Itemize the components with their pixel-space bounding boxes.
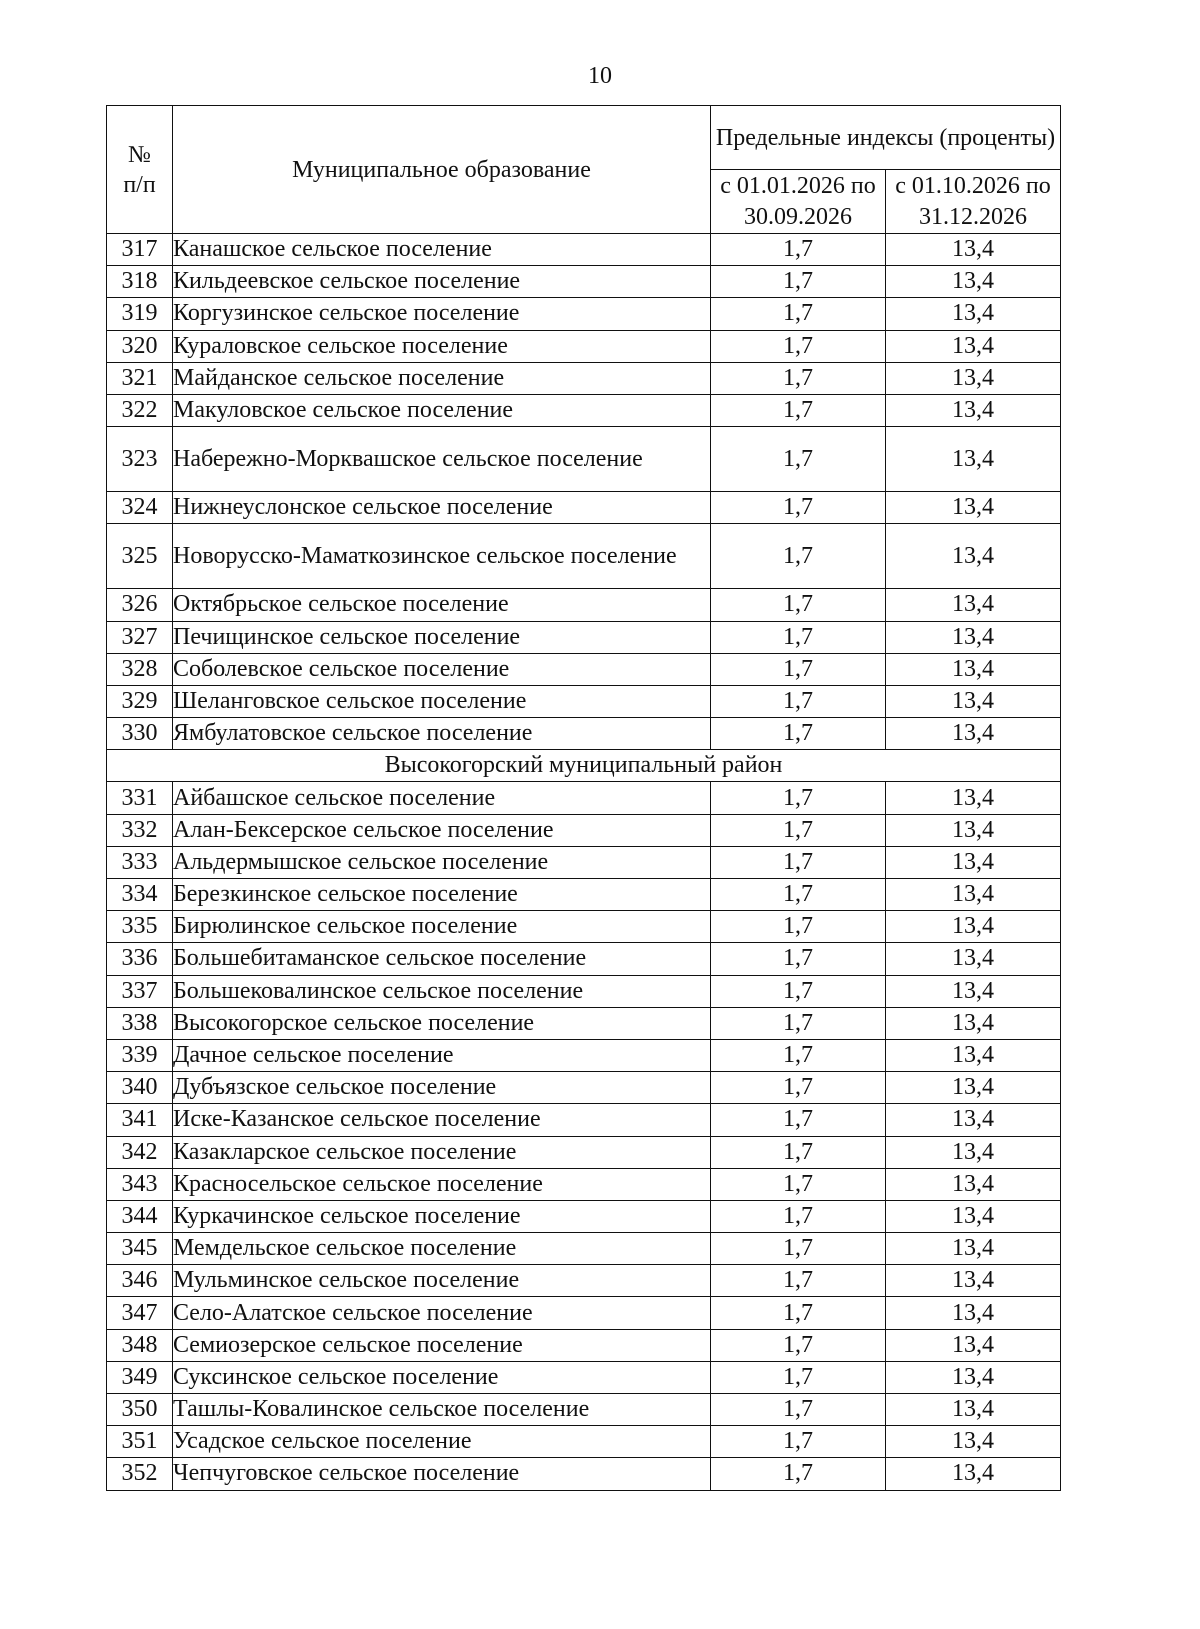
row-index-period-1: 1,7 [711, 234, 886, 266]
row-index-period-1: 1,7 [711, 1072, 886, 1104]
row-index-period-1: 1,7 [711, 846, 886, 878]
table-row [107, 492, 1061, 524]
page-number: 10 [588, 63, 612, 89]
row-number: 340 [107, 1072, 173, 1104]
row-index-period-1: 1,7 [711, 718, 886, 750]
row-index-period-2: 13,4 [886, 1361, 1061, 1393]
row-index-period-1: 1,7 [711, 1265, 886, 1297]
row-number: 337 [107, 975, 173, 1007]
row-municipality: Березкинское сельское поселение [173, 879, 711, 911]
row-index-period-1: 1,7 [711, 1297, 886, 1329]
row-index-period-1: 1,7 [711, 943, 886, 975]
row-municipality: Красносельское сельское поселение [173, 1168, 711, 1200]
row-index-period-1: 1,7 [711, 298, 886, 330]
table-row [107, 427, 1061, 492]
row-municipality: Семиозерское сельское поселение [173, 1329, 711, 1361]
row-index-period-1: 1,7 [711, 524, 886, 589]
table-row [107, 298, 1061, 330]
row-index-period-1: 1,7 [711, 1329, 886, 1361]
row-index-period-2: 13,4 [886, 975, 1061, 1007]
row-municipality: Октябрьское сельское поселение [173, 589, 711, 621]
table-row [107, 1361, 1061, 1393]
row-index-period-2: 13,4 [886, 492, 1061, 524]
table-row [107, 653, 1061, 685]
row-municipality: Шеланговское сельское поселение [173, 685, 711, 717]
row-index-period-2: 13,4 [886, 846, 1061, 878]
row-municipality: Новорусско-Маматкозинское сельское поселение [173, 524, 711, 589]
row-index-period-2: 13,4 [886, 1265, 1061, 1297]
row-index-period-2: 13,4 [886, 1072, 1061, 1104]
row-index-period-2: 13,4 [886, 814, 1061, 846]
row-number: 325 [107, 524, 173, 589]
row-index-period-1: 1,7 [711, 1136, 886, 1168]
row-index-period-1: 1,7 [711, 685, 886, 717]
table-row [107, 266, 1061, 298]
table-row [107, 1168, 1061, 1200]
row-number: 331 [107, 782, 173, 814]
row-index-period-1: 1,7 [711, 1233, 886, 1265]
row-index-period-2: 13,4 [886, 1007, 1061, 1039]
table-row [107, 814, 1061, 846]
table-row [107, 589, 1061, 621]
row-number: 342 [107, 1136, 173, 1168]
table-row [107, 1233, 1061, 1265]
row-index-period-2: 13,4 [886, 266, 1061, 298]
row-index-period-1: 1,7 [711, 1361, 886, 1393]
row-number: 348 [107, 1329, 173, 1361]
row-index-period-1: 1,7 [711, 1458, 886, 1490]
table-row [107, 718, 1061, 750]
table-row [107, 1458, 1061, 1490]
row-index-period-1: 1,7 [711, 1104, 886, 1136]
header-name: Муниципальное образование [173, 106, 711, 234]
row-municipality: Село-Алатское сельское поселение [173, 1297, 711, 1329]
row-municipality: Кильдеевское сельское поселение [173, 266, 711, 298]
row-number: 343 [107, 1168, 173, 1200]
row-municipality: Канашское сельское поселение [173, 234, 711, 266]
row-index-period-1: 1,7 [711, 1200, 886, 1232]
row-index-period-2: 13,4 [886, 943, 1061, 975]
row-index-period-1: 1,7 [711, 394, 886, 426]
row-index-period-2: 13,4 [886, 1458, 1061, 1490]
row-municipality: Казакларское сельское поселение [173, 1136, 711, 1168]
row-municipality: Ямбулатовское сельское поселение [173, 718, 711, 750]
table-header [107, 106, 1061, 234]
row-index-period-1: 1,7 [711, 1426, 886, 1458]
row-municipality: Мемдельское сельское поселение [173, 1233, 711, 1265]
row-index-period-2: 13,4 [886, 1039, 1061, 1071]
row-index-period-2: 13,4 [886, 653, 1061, 685]
row-municipality: Мульминское сельское поселение [173, 1265, 711, 1297]
row-number: 321 [107, 362, 173, 394]
row-number: 350 [107, 1394, 173, 1426]
row-index-period-2: 13,4 [886, 1136, 1061, 1168]
row-index-period-1: 1,7 [711, 1168, 886, 1200]
table-row [107, 394, 1061, 426]
row-number: 318 [107, 266, 173, 298]
table-row [107, 1136, 1061, 1168]
row-municipality: Большековалинское сельское поселение [173, 975, 711, 1007]
table-row [107, 782, 1061, 814]
table-row [107, 975, 1061, 1007]
row-municipality: Куркачинское сельское поселение [173, 1200, 711, 1232]
row-index-period-2: 13,4 [886, 427, 1061, 492]
row-number: 332 [107, 814, 173, 846]
row-municipality: Дачное сельское поселение [173, 1039, 711, 1071]
row-number: 334 [107, 879, 173, 911]
row-number: 329 [107, 685, 173, 717]
row-municipality: Нижнеуслонское сельское поселение [173, 492, 711, 524]
row-index-period-2: 13,4 [886, 685, 1061, 717]
row-index-period-2: 13,4 [886, 1297, 1061, 1329]
row-index-period-1: 1,7 [711, 492, 886, 524]
row-index-period-1: 1,7 [711, 621, 886, 653]
table-row [107, 1329, 1061, 1361]
row-number: 338 [107, 1007, 173, 1039]
table-row [107, 1039, 1061, 1071]
row-number: 335 [107, 911, 173, 943]
row-index-period-2: 13,4 [886, 524, 1061, 589]
table-row [107, 524, 1061, 589]
row-index-period-2: 13,4 [886, 234, 1061, 266]
row-number: 347 [107, 1297, 173, 1329]
row-index-period-2: 13,4 [886, 298, 1061, 330]
row-index-period-2: 13,4 [886, 362, 1061, 394]
table-row [107, 1007, 1061, 1039]
table-row [107, 1265, 1061, 1297]
row-index-period-1: 1,7 [711, 782, 886, 814]
row-municipality: Усадское сельское поселение [173, 1426, 711, 1458]
row-index-period-2: 13,4 [886, 911, 1061, 943]
row-number: 317 [107, 234, 173, 266]
row-index-period-2: 13,4 [886, 718, 1061, 750]
table-row [107, 330, 1061, 362]
table-row [107, 1200, 1061, 1232]
row-municipality: Суксинское сельское поселение [173, 1361, 711, 1393]
row-index-period-1: 1,7 [711, 879, 886, 911]
row-index-period-1: 1,7 [711, 1394, 886, 1426]
row-index-period-1: 1,7 [711, 911, 886, 943]
row-municipality: Дубъязское сельское поселение [173, 1072, 711, 1104]
header-indices: Предельные индексы (проценты) [711, 106, 1061, 170]
row-municipality: Ташлы-Ковалинское сельское поселение [173, 1394, 711, 1426]
row-municipality: Чепчуговское сельское поселение [173, 1458, 711, 1490]
row-municipality: Коргузинское сельское поселение [173, 298, 711, 330]
row-index-period-2: 13,4 [886, 621, 1061, 653]
row-index-period-1: 1,7 [711, 1039, 886, 1071]
table-row [107, 685, 1061, 717]
row-municipality: Майданское сельское поселение [173, 362, 711, 394]
row-number: 333 [107, 846, 173, 878]
row-index-period-1: 1,7 [711, 362, 886, 394]
row-number: 324 [107, 492, 173, 524]
header-period-1: с 01.01.2026 по 30.09.2026 [711, 170, 886, 234]
row-municipality: Альдермышское сельское поселение [173, 846, 711, 878]
row-number: 349 [107, 1361, 173, 1393]
row-municipality: Большебитаманское сельское поселение [173, 943, 711, 975]
row-index-period-2: 13,4 [886, 394, 1061, 426]
row-index-period-2: 13,4 [886, 879, 1061, 911]
table-body-first [107, 234, 1061, 750]
row-number: 328 [107, 653, 173, 685]
row-municipality: Соболевское сельское поселение [173, 653, 711, 685]
row-index-period-2: 13,4 [886, 1168, 1061, 1200]
row-index-period-2: 13,4 [886, 1233, 1061, 1265]
row-index-period-1: 1,7 [711, 330, 886, 362]
row-index-period-1: 1,7 [711, 266, 886, 298]
row-municipality: Высокогорское сельское поселение [173, 1007, 711, 1039]
row-number: 341 [107, 1104, 173, 1136]
row-number: 319 [107, 298, 173, 330]
row-index-period-1: 1,7 [711, 814, 886, 846]
row-municipality: Печищинское сельское поселение [173, 621, 711, 653]
row-index-period-2: 13,4 [886, 589, 1061, 621]
table-body-second [107, 782, 1061, 1490]
row-number: 352 [107, 1458, 173, 1490]
row-municipality: Айбашское сельское поселение [173, 782, 711, 814]
row-index-period-1: 1,7 [711, 653, 886, 685]
table-row [107, 1072, 1061, 1104]
table-row [107, 911, 1061, 943]
table-row [107, 362, 1061, 394]
row-index-period-1: 1,7 [711, 589, 886, 621]
table-row [107, 621, 1061, 653]
row-municipality: Бирюлинское сельское поселение [173, 911, 711, 943]
row-number: 322 [107, 394, 173, 426]
table-row [107, 1297, 1061, 1329]
table-row [107, 1394, 1061, 1426]
section-block [107, 750, 1061, 782]
row-number: 326 [107, 589, 173, 621]
row-index-period-2: 13,4 [886, 1426, 1061, 1458]
row-index-period-2: 13,4 [886, 1394, 1061, 1426]
row-index-period-2: 13,4 [886, 1329, 1061, 1361]
table-row [107, 846, 1061, 878]
row-index-period-1: 1,7 [711, 975, 886, 1007]
row-number: 345 [107, 1233, 173, 1265]
row-index-period-1: 1,7 [711, 1007, 886, 1039]
row-number: 339 [107, 1039, 173, 1071]
indices-table [106, 105, 1061, 1491]
row-index-period-2: 13,4 [886, 330, 1061, 362]
row-municipality: Иске-Казанское сельское поселение [173, 1104, 711, 1136]
row-number: 330 [107, 718, 173, 750]
header-num [107, 106, 173, 234]
header-num-label: № п/п [123, 141, 156, 198]
table-row [107, 1426, 1061, 1458]
row-number: 327 [107, 621, 173, 653]
table-row [107, 879, 1061, 911]
table-row [107, 943, 1061, 975]
row-municipality: Кураловское сельское поселение [173, 330, 711, 362]
row-number: 336 [107, 943, 173, 975]
row-municipality: Макуловское сельское поселение [173, 394, 711, 426]
row-number: 346 [107, 1265, 173, 1297]
row-municipality: Алан-Бексерское сельское поселение [173, 814, 711, 846]
table-row [107, 1104, 1061, 1136]
section-title: Высокогорский муниципальный район [107, 750, 1061, 782]
row-number: 320 [107, 330, 173, 362]
row-index-period-1: 1,7 [711, 427, 886, 492]
row-index-period-2: 13,4 [886, 782, 1061, 814]
row-index-period-2: 13,4 [886, 1200, 1061, 1232]
table-row [107, 234, 1061, 266]
row-number: 323 [107, 427, 173, 492]
row-municipality: Набережно-Морквашское сельское поселение [173, 427, 711, 492]
row-index-period-2: 13,4 [886, 1104, 1061, 1136]
row-number: 344 [107, 1200, 173, 1232]
row-number: 351 [107, 1426, 173, 1458]
header-period-2: с 01.10.2026 по 31.12.2026 [886, 170, 1061, 234]
